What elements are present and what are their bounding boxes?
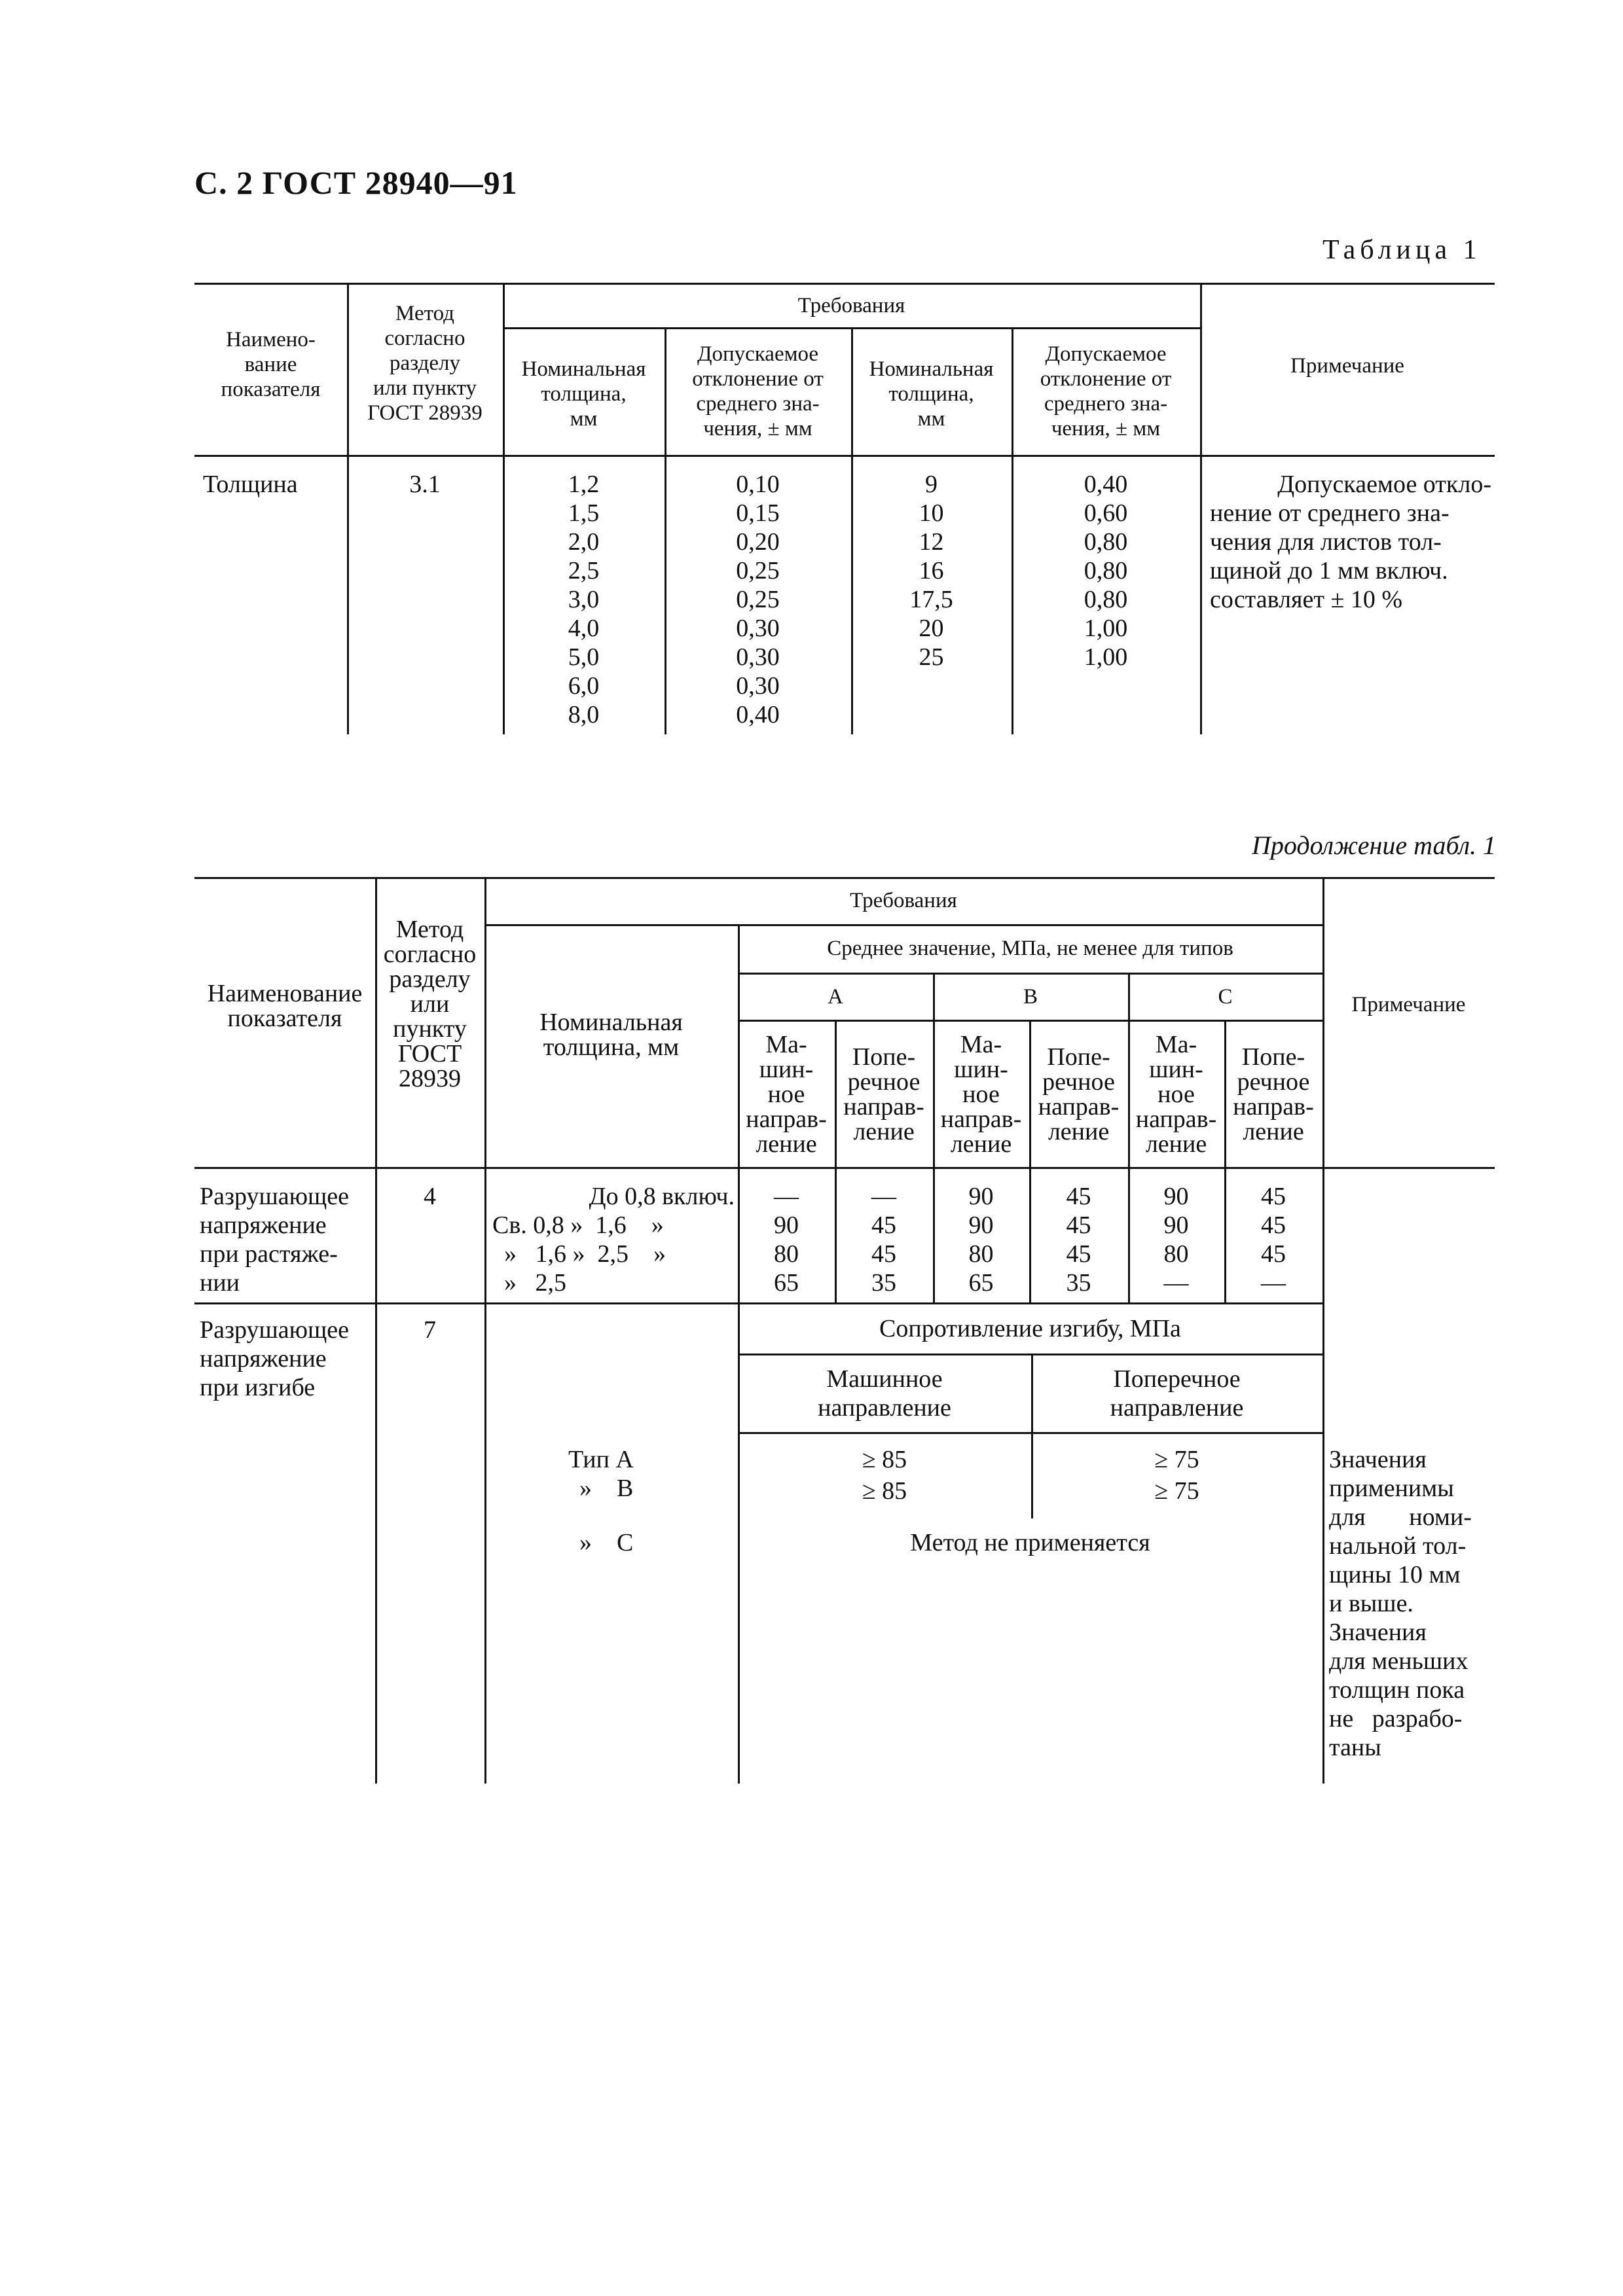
header-nominal-thickness: Номинальная толщина, мм xyxy=(521,357,646,431)
table-rule xyxy=(194,1167,1495,1169)
bending-cross-header: Поперечное направление xyxy=(1110,1365,1244,1422)
header-note: Примечание xyxy=(1290,354,1404,378)
row-note: Допускаемое откло- нение от среднего зна- чения для листов тол- щиной до 1 мм включ. составляет ± 10 % xyxy=(1210,471,1491,613)
tensile-c-machine: 90 90 80 — xyxy=(1163,1183,1189,1297)
bending-a-cross: ≥ 75 xyxy=(1154,1446,1199,1473)
table-rule xyxy=(738,973,1322,975)
table-rule xyxy=(738,1432,1322,1434)
header-cross-direction: Попе- речное направ- ление xyxy=(1038,1043,1120,1145)
header-deviation: Допускаемое отклонение от среднего зна- чения, ± мм xyxy=(692,342,824,440)
thickness-column-1: 1,2 1,5 2,0 2,5 3,0 4,0 5,0 6,0 8,0 xyxy=(568,471,600,728)
bending-c-not-applicable: Метод не применяется xyxy=(910,1529,1150,1556)
header-cross-direction: Попе- речное направ- ление xyxy=(1233,1043,1314,1145)
table-rule xyxy=(738,1354,1322,1355)
tensile-thickness: До 0,8 включ. Св. 0,8 » 1,6 » » 1,6 » 2,5 » » 2,5 xyxy=(492,1183,735,1297)
header-method: Метод согласно разделу или пункту ГОСТ 28939 xyxy=(367,302,483,425)
thickness-column-2: 9 10 12 16 17,5 20 25 xyxy=(909,471,953,671)
deviation-column-1: 0,10 0,15 0,20 0,25 0,25 0,30 0,30 0,30 0,40 xyxy=(736,471,780,728)
header-indicator-name: Наимено- вание показателя xyxy=(221,328,321,401)
table-continuation-caption: Продолжение табл. 1 xyxy=(1252,831,1497,860)
tensile-a-cross: — 45 45 35 xyxy=(871,1183,896,1297)
tensile-c-cross: 45 45 45 — xyxy=(1261,1183,1286,1297)
header-note: Примечание xyxy=(1351,993,1466,1016)
tensile-b-machine: 90 90 80 65 xyxy=(968,1183,994,1297)
header-requirements: Требования xyxy=(797,294,905,317)
bending-type-a: Тип А xyxy=(568,1446,634,1473)
bending-name: Разрушающее напряжение при изгибе xyxy=(200,1316,350,1401)
header-mean-value: Среднее значение, МПа, не менее для типов xyxy=(827,937,1233,960)
row-method: 3.1 xyxy=(409,471,441,498)
header-type-c: С xyxy=(1218,985,1233,1009)
row-name: Толщина xyxy=(203,471,298,498)
header-machine-direction: Ма- шин- ное направ- ление xyxy=(746,1031,827,1158)
page-header: С. 2 ГОСТ 28940—91 xyxy=(194,164,518,201)
bending-b-machine: ≥ 85 xyxy=(862,1477,907,1505)
bending-b-cross: ≥ 75 xyxy=(1154,1477,1199,1505)
table-rule xyxy=(484,924,1322,926)
tensile-b-cross: 45 45 45 35 xyxy=(1066,1183,1091,1297)
bending-resistance-header: Сопротивление изгибу, МПа xyxy=(879,1315,1181,1342)
tensile-a-machine: — 90 80 65 xyxy=(774,1183,799,1297)
table-rule xyxy=(194,1302,1322,1304)
header-nominal-thickness: Номинальная толщина, мм xyxy=(539,1009,683,1061)
header-machine-direction: Ма- шин- ное направ- ление xyxy=(940,1031,1022,1158)
table-rule xyxy=(194,283,1495,285)
header-nominal-thickness: Номинальная толщина, мм xyxy=(869,357,994,431)
header-method: Метод согласно разделу или пункту ГОСТ 28939 xyxy=(383,916,477,1092)
table-rule xyxy=(194,455,1495,457)
tensile-method: 4 xyxy=(424,1183,436,1210)
tensile-name: Разрушающее напряжение при растяже- нии xyxy=(200,1183,350,1297)
header-indicator-name: Наименование показателя xyxy=(207,980,363,1032)
header-type-b: В xyxy=(1023,985,1038,1009)
bending-machine-header: Машинное направление xyxy=(818,1365,951,1422)
header-requirements: Требования xyxy=(850,889,957,912)
table-rule xyxy=(194,877,1495,879)
header-deviation: Допускаемое отклонение от среднего зна- чения, ± мм xyxy=(1040,342,1172,440)
header-type-a: А xyxy=(828,985,843,1009)
header-cross-direction: Попе- речное направ- ление xyxy=(843,1043,924,1145)
header-machine-direction: Ма- шин- ное направ- ление xyxy=(1135,1031,1217,1158)
deviation-column-2: 0,40 0,60 0,80 0,80 0,80 1,00 1,00 xyxy=(1084,471,1128,671)
bending-type-b: » В xyxy=(579,1475,634,1502)
bending-note: Значения применимы для номи- нальной тол- щины 10 мм и выше. Значения для меньших толщин пока не разрабо- таны xyxy=(1329,1446,1472,1761)
table-rule xyxy=(1200,283,1202,734)
bending-method: 7 xyxy=(424,1316,436,1344)
bending-type-c: » С xyxy=(579,1529,634,1556)
table-caption: Таблица 1 xyxy=(1322,235,1482,265)
bending-a-machine: ≥ 85 xyxy=(862,1446,907,1473)
